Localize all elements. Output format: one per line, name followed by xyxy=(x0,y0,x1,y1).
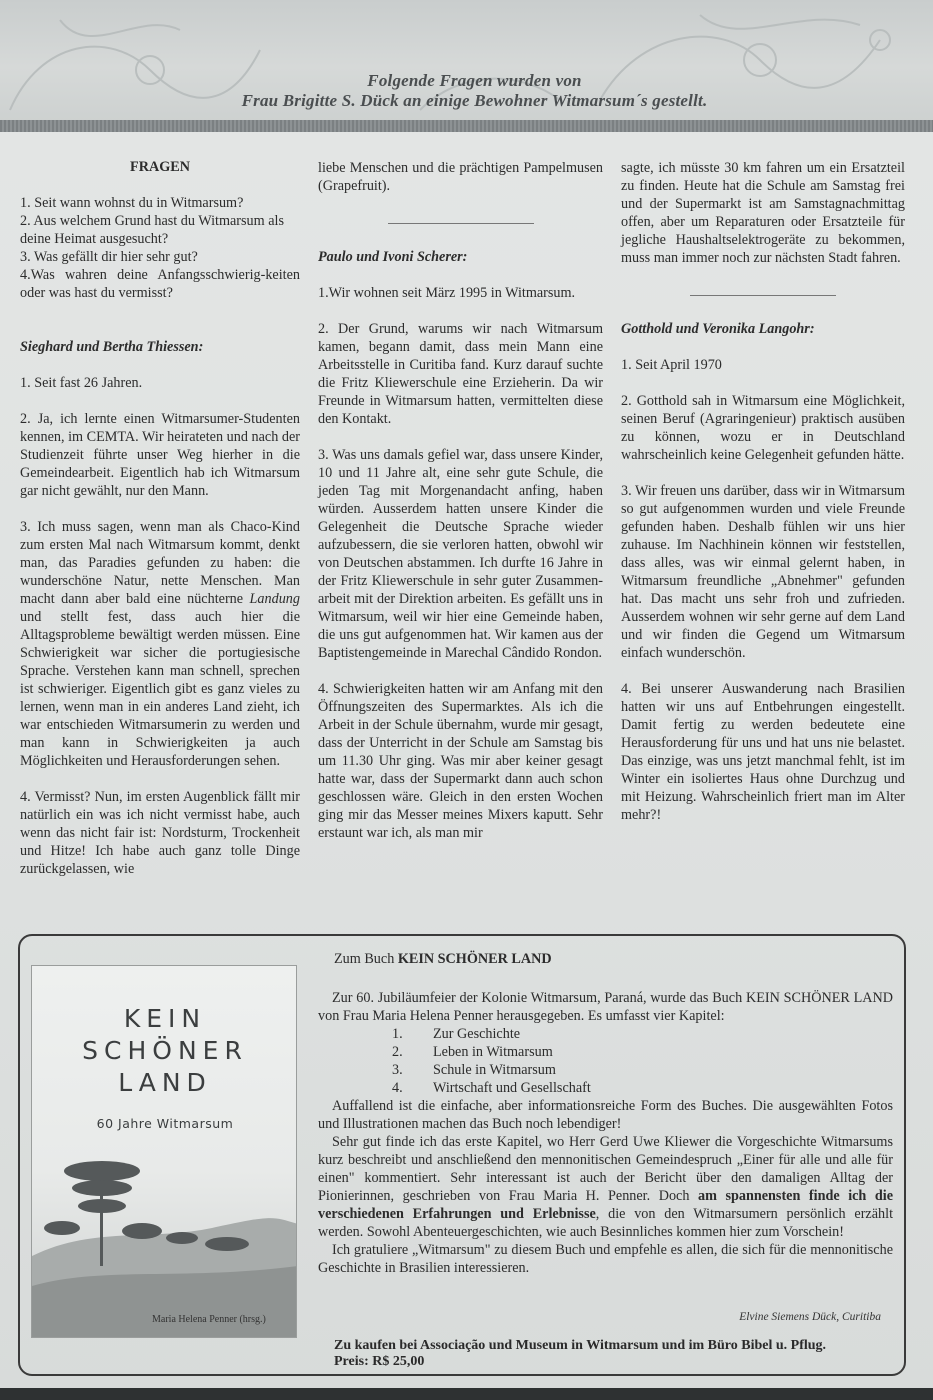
person-langohr: Gotthold und Veronika Langohr: xyxy=(621,321,815,337)
answer-3-text-a: 3. Ich muss sagen, wenn man als Chaco-Kind zum ersten Mal nach Witmarsum kommt, denkt man, das Paradies gefunden zu haben: die wunderschöne Natur, nette Menschen. Man macht dann aber bald eine nüchterne xyxy=(20,519,300,607)
page-bottom-edge xyxy=(0,1388,933,1400)
column-3 xyxy=(621,159,905,842)
questions-list xyxy=(20,194,300,302)
book-heading xyxy=(334,950,909,968)
continuation-text: sagte, ich müsste 30 km fahren um ein Ersatzteil zu finden. Heute hat die Schule am Samstag frei und der Supermarkt ist am Samstagnachmittag offen, aber um Reparaturen oder Ersatzteile für jegliche Haushaltselektrogeräte zu bekommen, muss man immer noch zur nächsten Stadt fahren. xyxy=(621,160,905,266)
chapter-title: Schule in Witmarsum xyxy=(433,1062,556,1078)
purchase-info xyxy=(334,1338,826,1370)
cover-title-line-2: SCHÖNER xyxy=(82,1036,248,1065)
header-line-1: Folgende Fragen wurden von xyxy=(367,71,582,90)
answer-3: 3. Was uns damals gefiel war, dass unsere Kinder, 10 und 11 Jahre alt, eine sehr gute Schule, die jeden Tag mit Morgenandacht anfing, haben würden. Ausserdem hatten unsere Kinder die Gelegenheit die Deutsche Sprache wieder aufzubessern, die sie verloren hatten, obwohl wir von Deutschen abstammen. Ich durfte 16 Jahre in der Fritz Kliewerschule in sehr guter Zusammen-arbeit mit der Direktion arbeiten. Es gefällt uns in Witmarsum, weil wir hier eine Gemeinde haben, die uns gut aufgenommen hat. Wir kamen aus der Baptistengemeinde in Marechal Cândido Rondon. xyxy=(318,447,603,661)
answer-3-text-b: und stellt fest, dass auch hier die Alltagsprobleme bewältigt werden müssen. Eine Schwierigkeit war sicher die portugiesische Sprache. Verstehen kann man schnell, sprechen ist schwieriger. Eigentlich gibt es ganz vieles zu lernen, wenn man in ein anderes Land zieht, ich war entschieden Witmarsumerin zu werden und man kann in Schwierigkeiten ja auch Möglichkeiten und Herausforderungen sehen. xyxy=(20,609,300,769)
landscape-illustration xyxy=(32,966,297,1338)
chapter-item xyxy=(318,1025,893,1043)
answer-2: 2. Der Grund, warums wir nach Witmarsum kamen, begann damit, dass mein Mann eine Arbeitsstelle in Curitiba fand. Kurz darauf suchte die Fritz Kliewerschule eine Erzieherin. Da wir Freunde in Witmarsum hatten, vermittelten diese den Kontakt. xyxy=(318,321,603,427)
questions-heading: FRAGEN xyxy=(130,159,190,175)
chapter-item xyxy=(318,1043,893,1061)
chapter-title: Zur Geschichte xyxy=(433,1026,521,1042)
chapter-title: Leben in Witmarsum xyxy=(433,1044,553,1060)
question-1: 1. Seit wann wohnst du in Witmarsum? xyxy=(20,195,244,211)
purchase-location: Zu kaufen bei Associação und Museum in Witmarsum und im Büro Bibel u. Pflug. xyxy=(334,1338,827,1353)
answer-3 xyxy=(20,518,300,770)
purchase-price: Preis: R$ 25,00 xyxy=(334,1354,425,1369)
cover-title-line-1: KEIN xyxy=(123,1004,207,1033)
book-heading-prefix: Zum Buch xyxy=(334,951,398,967)
question-3: 3. Was gefällt dir hier sehr gut? xyxy=(20,249,198,265)
answer-1: 1. Seit April 1970 xyxy=(621,357,722,373)
question-4: 4.Was wahren deine Anfangsschwierig-keiten oder was hast du vermisst? xyxy=(20,267,300,301)
chapter-number: 4. xyxy=(392,1080,403,1096)
review-paragraph-2-b: , die von den Witmarsumern persönlich erzählt werden. Sowohl Abenteuergeschichten, wie auch Besinnliches kommen hier zum Vorschein! xyxy=(318,1206,894,1240)
person-scherer: Paulo und Ivoni Scherer: xyxy=(318,249,468,265)
header-divider-bar xyxy=(0,120,933,132)
answer-2: 2. Ja, ich lernte einen Witmarsumer-Studenten kennen, im CEMTA. Wir heirateten und nach der Studienzeit führte unser Weg hierher in die Gemeindearbeit. Eigentlich hab ich Witmarsum gar nicht gewählt, nur den Mann. xyxy=(20,411,300,499)
continuation-text: liebe Menschen und die prächtigen Pampelmusen (Grapefruit). xyxy=(318,160,603,194)
review-paragraph-1: Auffallend ist die einfache, aber informationsreiche Form des Buches. Die ausgewählten Fotos und Illustrationen machen das Buch noch lebendiger! xyxy=(318,1098,893,1132)
answer-4: 4. Schwierigkeiten hatten wir am Anfang mit den Öffnungszeiten des Supermarktes. Als ich die Arbeit in der Schule übernahm, wurde mir gesagt, dass der Unterricht in der Schule am Samstag bis um 11.30 Uhr ging. Was mir aber keiner gesagt hatte war, dass der Supermarkt dann auch schon geschlossen wäre. Gleich in den ersten Wochen ging mir das Messer meines Mixers kaputt. Sehr erstaunt war ich, als man mir xyxy=(318,681,603,841)
review-signature: Elvine Siemens Dück, Curitiba xyxy=(739,1311,881,1323)
question-2: 2. Aus welchem Grund hast du Witmarsum als deine Heimat ausgesucht? xyxy=(20,213,284,247)
review-paragraph-3: Ich gratuliere „Witmarsum" zu diesem Buch und empfehle es allen, die sich für die mennonitische Geschichte in Brasilien interessieren. xyxy=(318,1242,893,1276)
chapter-list xyxy=(318,1025,893,1097)
cover-title-line-3: LAND xyxy=(118,1068,212,1097)
column-1 xyxy=(20,150,300,896)
column-2 xyxy=(318,159,603,860)
separator-rule xyxy=(690,295,836,296)
review-paragraph-2-a: Sehr gut finde ich das erste Kapitel, wo Herr Gerd Uwe Kliewer die Vorgeschichte Witmarsums kurz beschreibt und anschließend den mennonitischen Gemeindespruch „Einer für alle und alle für einen" kommentiert. Sehr interessant ist auch der Bericht über den damaligen Alltag der Pionierinnen, geschrieben von Frau Maria H. Penner. Doch xyxy=(318,1134,893,1204)
answer-3-emphasis: Landung xyxy=(249,591,300,607)
chapter-number: 2. xyxy=(392,1044,403,1060)
person-thiessen: Sieghard und Bertha Thiessen: xyxy=(20,339,204,355)
book-cover xyxy=(31,965,297,1338)
header-line-2: Frau Brigitte S. Dück an einige Bewohner Witmarsum´s gestellt. xyxy=(241,91,708,110)
answer-1: 1.Wir wohnen seit März 1995 in Witmarsum. xyxy=(318,285,576,301)
chapter-number: 3. xyxy=(392,1062,403,1078)
answer-4: 4. Vermisst? Nun, im ersten Augenblick fällt mir natürlich ein was ich nicht vermisst habe, auch wenn das nicht fair ist: Nordsturm, Trockenheit und Hitze! Ich habe auch ganz tolle Dinge zurückgelassen, wie xyxy=(20,789,300,877)
book-intro: Zur 60. Jubiläumfeier der Kolonie Witmarsum, Paraná, wurde das Buch KEIN SCHÖNER LAND von Frau Maria Helena Penner herausgegeben. Es umfasst vier Kapitel: xyxy=(318,990,893,1024)
answer-3: 3. Wir freuen uns darüber, dass wir in Witmarsum so gut aufgenommen wurden und viele Freunde gefunden haben. Deshalb fühlen wir uns hier zuhause. Im Nachhinein können wir feststellen, dass alles, was wir einmal gelernt haben, in Witmarsum freundliche „Abnehmer" gefunden hat. Das macht uns sehr froh und zufrieden. Ausserdem wohnen wir sehr gerne auf dem Land und wir finden die Gegend um Witmarsum einfach wunderschön. xyxy=(621,483,905,661)
separator-rule xyxy=(388,223,534,224)
answer-4: 4. Bei unserer Auswanderung nach Brasilien hatten wir uns auf Entbehrungen eingestellt. Damit fertig zu werden bedeutete eine Herausforderung für uns und hat uns nie belastet. Das einzige, was uns jetzt manchmal fehlt, ist im Winter ein isoliertes Haus ohne Durchzug und mit Heizung. Wahrscheinlich friert man im Alter mehr?! xyxy=(621,681,905,823)
answer-1: 1. Seit fast 26 Jahren. xyxy=(20,375,143,391)
cover-author: Maria Helena Penner (hrsg.) xyxy=(152,1314,266,1325)
header-banner xyxy=(0,0,933,122)
answer-2: 2. Gotthold sah in Witmarsum eine Möglichkeit, seinen Beruf (Agraringenieur) praktisch ausüben zu können, wozu er in Deutschland wahrscheinlich keine Gelegenheit gefunden hätte. xyxy=(621,393,905,463)
cover-subtitle: 60 Jahre Witmarsum xyxy=(96,1116,234,1131)
review-paragraph-2-bold: am spannensten finde ich die verschiedenen Erfahrungen und Erlebnisse xyxy=(318,1188,893,1222)
chapter-item xyxy=(318,1061,893,1079)
chapter-title: Wirtschaft und Gesellschaft xyxy=(433,1080,591,1096)
review-paragraph-2 xyxy=(318,1133,893,1241)
book-review-text xyxy=(318,989,893,1277)
book-heading-title: KEIN SCHÖNER LAND xyxy=(397,951,552,967)
chapter-item xyxy=(318,1079,893,1097)
chapter-number: 1. xyxy=(392,1026,403,1042)
